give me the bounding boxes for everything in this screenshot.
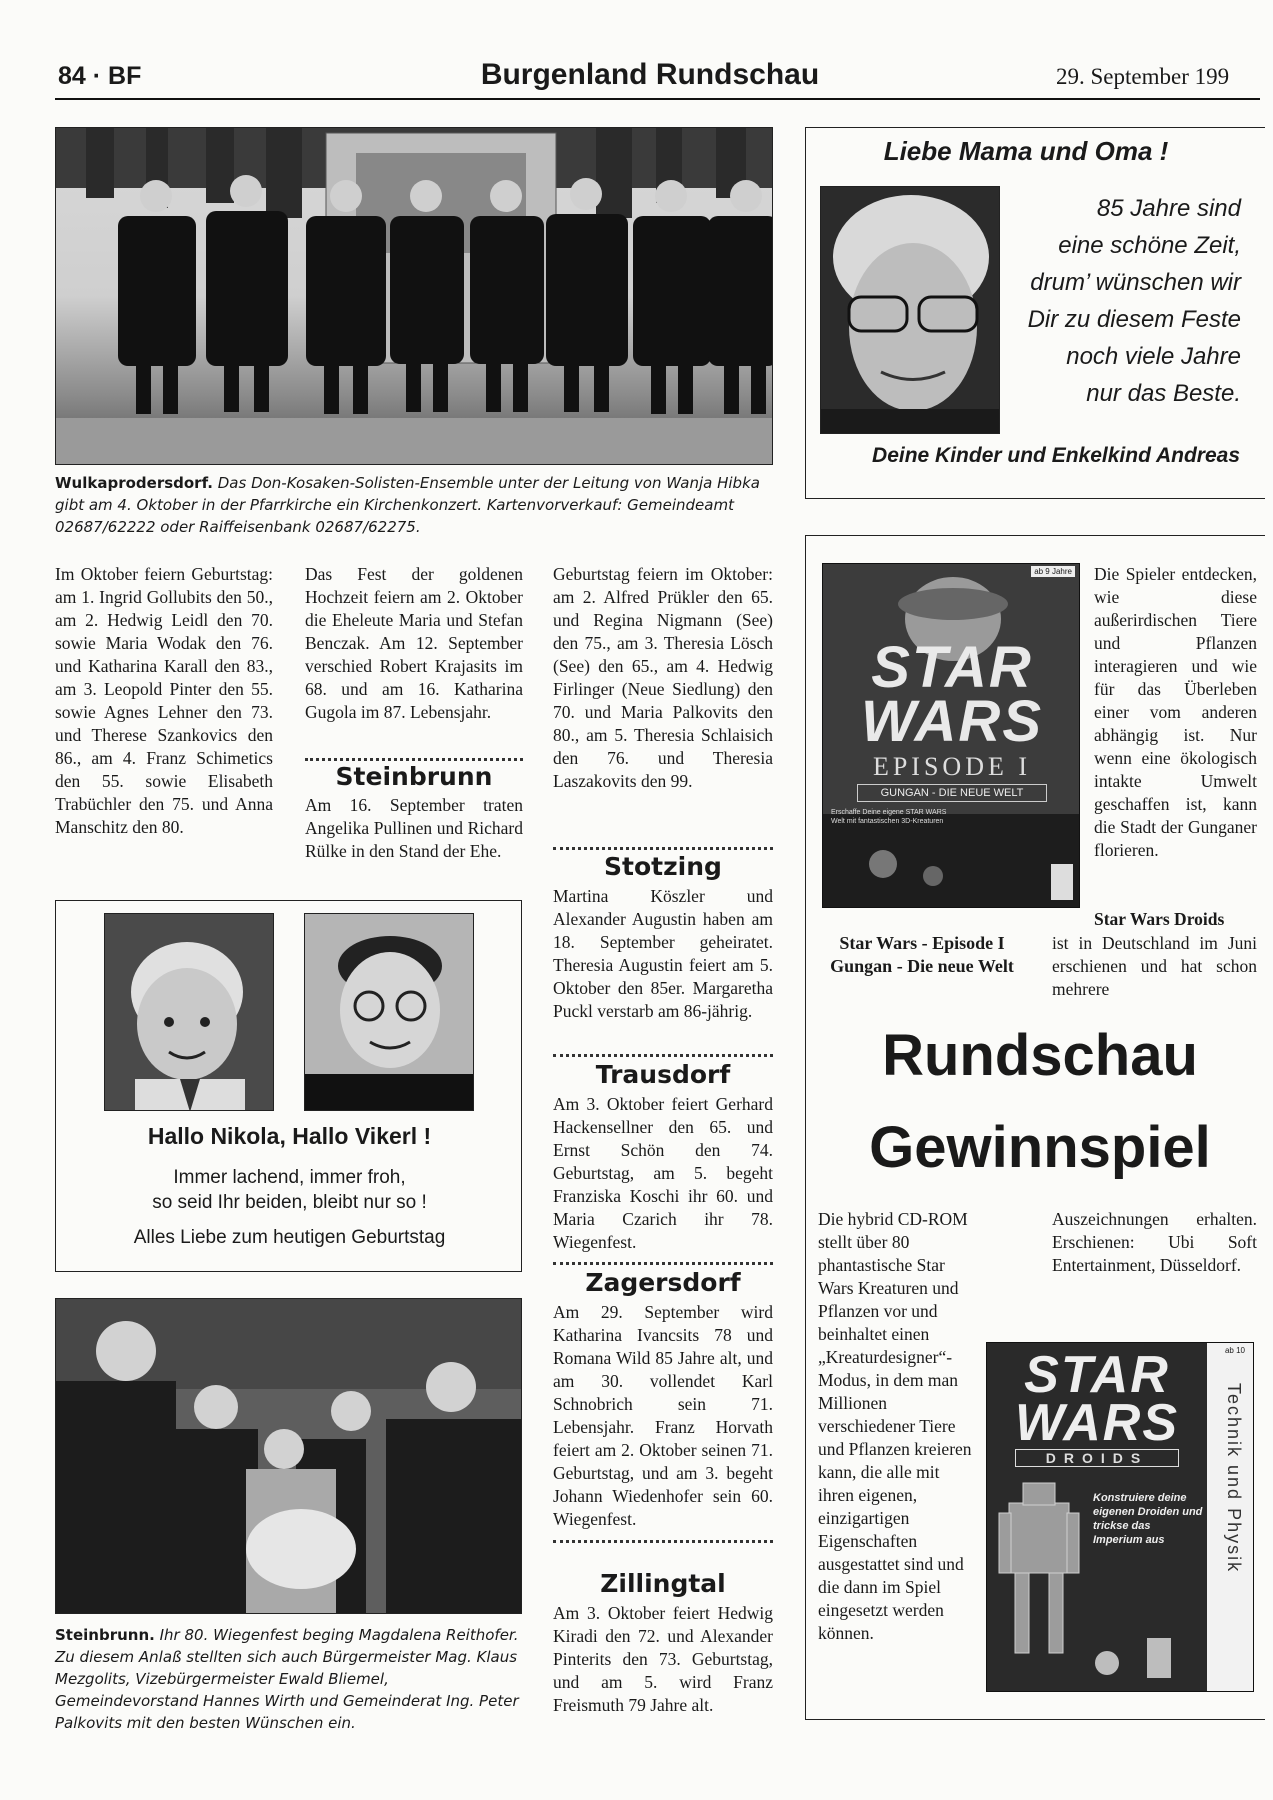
page-number: 84 · BF (58, 62, 142, 90)
caption-place: Steinbrunn. (55, 1626, 155, 1644)
cover2-droids: DROIDS (1015, 1449, 1179, 1467)
cover1-tagline: Erschaffe Deine eigene STAR WARS Welt mit fantastischen 3D-Kreaturen (831, 809, 947, 825)
verse-line: Dir zu diesem Feste (1027, 306, 1241, 333)
cover2-side-label: Technik und Physik (1224, 1383, 1244, 1574)
birthday-ad-nikola (55, 900, 522, 1272)
birthday-ad-mama (805, 127, 1265, 499)
stotzing-text: Martina Köszler und Alexander Augustin haben am 18. September geheiratet. Theresia Augustin feiert am 5. Oktober den 85er. Margaretha Puckl verstarb am 86-jährig. (553, 886, 773, 1021)
column-3-text: Geburtstag feiern im Oktober: am 2. Alfred Prükler den 65. und Regina Nigmann (See) den 75., am 3. Theresia Lösch (See) den 65., am 4. Hedwig Firlinger (Neue Siedlung) den 70. und Maria Palkovits den 80., am 5. Theresia Schlaisich den 76. und Theresia Laszakovits den 99. (553, 564, 773, 791)
section-divider (553, 1262, 773, 1265)
cover1-episode: EPISODE I (872, 752, 1032, 781)
section-divider (553, 1054, 773, 1057)
cover1-subtitle: GUNGAN - DIE NEUE WELT (857, 784, 1047, 802)
group-caption (55, 1624, 522, 1734)
ad-signature: Deine Kinder und Enkelkind Andreas (872, 444, 1240, 467)
contest-text-right: Auszeichnungen erhalten. Erschienen: Ubi Soft Entertainment, Düsseldorf. (1052, 1209, 1257, 1275)
choir-illustration (56, 128, 773, 465)
man-illustration (305, 914, 474, 1111)
boy-illustration (105, 914, 274, 1111)
ad-title: Liebe Mama und Oma ! (883, 136, 1169, 166)
heading-zillingtal: Zillingtal (600, 1569, 726, 1598)
cover1-logo-top: STAR (871, 635, 1033, 700)
nikola-title: Hallo Nikola, Hallo Vikerl ! (147, 1123, 432, 1149)
heading-steinbrunn: Steinbrunn (335, 762, 493, 791)
starwars-side-text: Die Spieler entdecken, wie diese außerirdischen Tiere und Pflanzen interagieren und wie für das Überleben einer vom anderen abhängig ist. Nur wenn eine ökologisch intakte Umwelt geschaffen ist, kann die Stadt der Gunganer florieren. (1094, 564, 1257, 860)
cover2-logo-bottom: WARS (1015, 1394, 1179, 1452)
boy-photo (104, 913, 274, 1111)
caption-text: Das Don-Kosaken-Solisten-Ensemble unter der Leitung von Wanja Hibka gibt am 4. Oktober in der Pfarrkirche ein Kirchenkonzert. Kartenvorverkauf: Gemeindeamt 02687/62222 oder Raiffeisenbank 02687/62275. (55, 474, 760, 536)
heading-zagersdorf: Zagersdorf (585, 1268, 741, 1297)
verse-line: eine schöne Zeit, (1058, 232, 1241, 259)
group-photo (55, 1298, 522, 1614)
verse-line: 85 Jahre sind (1096, 195, 1241, 222)
verse-line: noch viele Jahre (1066, 343, 1241, 370)
zagersdorf-text: Am 29. September wird Katharina Ivancsits 78 und Romana Wild 85 Jahre alt, und am 30. vollendet Karl Schnobrich sein 71. Lebensjahr. Franz Horvath feiert am 2. Oktober seinen 71. Geburtstag, und am 3. begeht Johann Wiedenhofer sein 60. Wiegenfest. (553, 1302, 773, 1529)
ad-verse (991, 190, 1241, 412)
nikola-line: Alles Liebe zum heutigen Geburtstag (133, 1227, 446, 1248)
cover2-logo-top: STAR (1024, 1346, 1170, 1404)
nikola-line: so seid Ihr beiden, bleibt nur so ! (152, 1192, 427, 1213)
cover2-sticker: ab 10 (1224, 1346, 1245, 1355)
newspaper-title: Burgenland Rundschau (480, 58, 820, 91)
cover1-sticker: ab 9 Jahre (1031, 566, 1075, 577)
zillingtal-text: Am 3. Oktober feiert Hedwig Kiradi den 72. und Alexander Pinterits den 73. Geburtstag, und am 5. wird Franz Freismuth 79 Jahre alt. (553, 1603, 773, 1715)
section-divider (553, 847, 773, 850)
column-2-text: Das Fest der goldenen Hochzeit feiern am 2. Oktober die Eheleute Maria und Stefan Benczak. Am 12. September verschied Robert Krajasits im 68. und am 16. Katharina Gugola im 87. Lebensjahr. (305, 564, 523, 722)
heading-trausdorf: Trausdorf (595, 1060, 731, 1089)
group-illustration (56, 1299, 522, 1614)
heading-stotzing: Stotzing (604, 852, 722, 881)
cover1-caption: Star Wars - Episode I Gungan - Die neue Welt (830, 933, 1014, 976)
grandma-photo (820, 186, 1000, 434)
steinbrunn-text: Am 16. September traten Angelika Pullinen und Richard Rülke in den Stand der Ehe. (305, 795, 523, 861)
starwars-droids-cover (986, 1342, 1254, 1692)
section-divider (553, 1540, 773, 1543)
caption-place: Wulkaprodersdorf. (55, 474, 213, 492)
contest-text-left: Die hybrid CD-ROM stellt über 80 phantastische Star Wars Kreaturen und Pflanzen vor und beinhaltet einen „Kreaturdesigner“-Modus, in dem man Millionen verschiedener Tiere und Pflanzen kreieren kann, die alle mit ihren eigenen, einzigartigen Eigenschaften ausgestattet sind und die dann im Spiel eingesetzt werden können. (818, 1209, 972, 1643)
contest-heading-2: Gewinnspiel (869, 1115, 1211, 1180)
man-photo (304, 913, 474, 1111)
choir-caption (55, 472, 773, 538)
grandma-illustration (821, 187, 1000, 434)
header-rule (55, 98, 1260, 100)
contest-heading-1: Rundschau (882, 1023, 1198, 1088)
starwars-episode1-cover (822, 563, 1080, 908)
column-1-text: Im Oktober feiern Geburtstag: am 1. Ingrid Gollubits den 50., am 2. Hedwig Leidl den 70. sowie Maria Wodak den 76. und Katharina Karall den 83., am 3. Leopold Pinter den 55. sowie Agnes Lehner den 73. und Therese Szankovics den 86., am 4. Franz Schimetics den 55. sowie Elisabeth Trabüchler den 75. und Anna Manschitz den 80. (55, 564, 273, 837)
trausdorf-text: Am 3. Oktober feiert Gerhard Hackensellner den 65. und Ernst Schön den 74. Geburtstag, am 5. begeht Franziska Koschi ihr 60. und Maria Czarich ihr 78. Wiegenfest. (553, 1094, 773, 1252)
cover2-tagline: Konstruiere deine eigenen Droiden und trickse das Imperium aus (1093, 1492, 1203, 1546)
caption-text: Ihr 80. Wiegenfest beging Magdalena Reithofer. Zu diesem Anlaß stellten sich auch Bürgermeister Mag. Klaus Mezgolits, Vizebürgermeister Ewald Bliemel, Gemeindevorstand Hannes Wirth und Gemeinderat Ing. Peter Palkovits mit den besten Wünschen ein. (55, 1626, 519, 1732)
section-divider (305, 758, 523, 761)
nikola-line: Immer lachend, immer froh, (173, 1167, 406, 1188)
cover1-logo-bottom: WARS (861, 689, 1043, 754)
verse-line: nur das Beste. (1086, 380, 1241, 407)
issue-date: 29. September 199 (1056, 64, 1230, 89)
choir-photo (55, 127, 773, 465)
droids-text: ist in Deutschland im Juni erschienen und hat schon mehrere (1052, 933, 1257, 999)
droids-heading: Star Wars Droids (1094, 909, 1225, 929)
verse-line: drum’ wünschen wir (1030, 269, 1241, 296)
